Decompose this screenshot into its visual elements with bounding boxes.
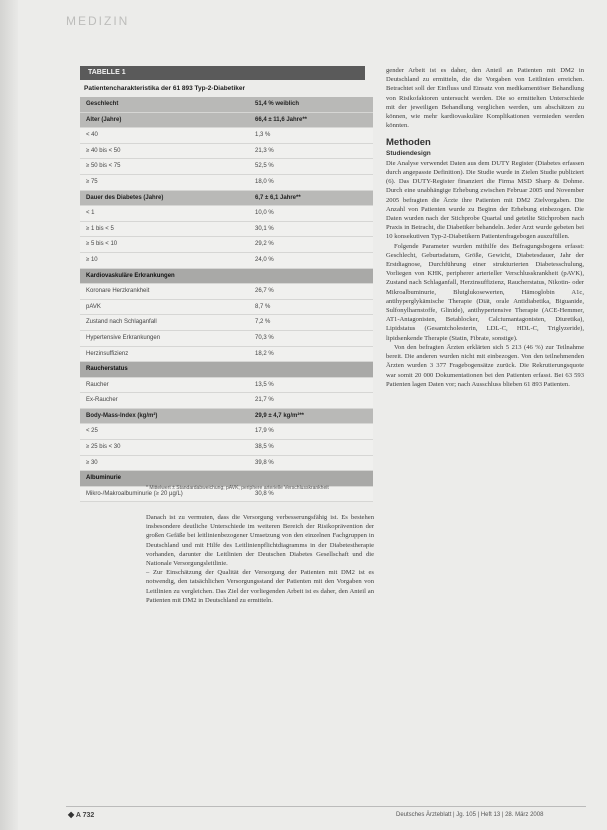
row-value: 29,2 % (255, 241, 274, 248)
paragraph: gender Arbeit ist es daher, den Anteil an Patienten mit DM2 in Deutschland zu ermitteln, die die Vorgaben von Leitlinien erreichen. Betrachtet soll der Einfluss und Einsatz von medikamentöser Behandlung von Risikofaktoren untersucht werden. Die so ermittelten Unterschiede mit der jeweiligen Behandlung verglichen werden, um abschätzen zu können, wie mehr kardiovaskuläre Komplikationen vermieden werden könnten. (386, 67, 584, 130)
row-value: 52,5 % (255, 163, 274, 170)
row-value: 7,2 % (255, 319, 271, 326)
row-value: 18,0 % (255, 178, 274, 185)
table-row (80, 393, 373, 409)
row-value: 17,9 % (255, 428, 274, 435)
row-value: 1,3 % (255, 132, 271, 139)
table-row (80, 456, 373, 472)
table-row (80, 440, 373, 456)
table-row (80, 331, 373, 347)
section-tag: MEDIZIN (66, 14, 130, 28)
row-value: 29,9 ± 4,7 kg/m²** (255, 412, 304, 419)
row-value: 10,0 % (255, 210, 274, 217)
paragraph: Danach ist zu vermuten, dass die Versorgung verbesserungsfähig ist. Es bestehen insbesondere deutliche Unterschiede im weiteren Bereich der Risikoprävention der großen Gefäße bei leitlinienbezogener Umsetzung von den einzelnen Fachgruppen in Deutschland und mit Hilfe des Leitlinienpflichtdiagramms in der Diabetestherapie vorhanden, darunter die Leitlinien der Deutschen Diabetes Gesellschaft und die Nationale Versorgungsleitlinie. (146, 514, 374, 568)
table-row (80, 222, 373, 238)
section-heading: Methoden (386, 137, 431, 149)
row-value: 24,0 % (255, 256, 274, 263)
page-number (68, 810, 94, 819)
row-value: 6,7 ± 6,1 Jahre** (255, 194, 301, 201)
row-label: Kardiovaskuläre Erkrankungen (86, 272, 175, 279)
table-row (80, 315, 373, 331)
row-label: ≥ 5 bis < 10 (86, 241, 118, 248)
row-label: pAVK (86, 303, 101, 310)
right-column (386, 66, 584, 389)
row-label: Body-Mass-Index (kg/m²) (86, 412, 158, 419)
page-number-label: A 732 (75, 812, 95, 819)
row-label: Hypertensive Erkrankungen (86, 334, 161, 341)
paragraph: Die Analyse verwendet Daten aus dem DUTY Register (Diabetes erfassen durch angepasste Definition). Die Studie wurde in Zielen Studie publiziert (6). Das DUTY-Register finanziert die Firma MSD Sharp & Dohme. Durch eine unabhängige Erhebung zwischen Februar 2005 und November 2005 befragten die Ärzte ihre Patienten mit DM2 Zielvorgaben. Die Anzahl von Patienten wurde zu Beginn der Erhebung einbezogen. Die Daten wurden nach der Stichprobe Quartal und geteilte Stichproben nach Praxis in Betracht, die Diabetiker behandeln. Jeder Arzt wurde gebeten bei 10 konsekutiven Typ-2-Diabetikern Patientenfragebogen auszufüllen. (386, 159, 584, 241)
paragraph: Von den befragten Ärzten erklärten sich 5 213 (46 %) zur Teilnahme bereit. Die anderen wurden nicht mit einbezogen. Von den teilnehmenden Ärzten wurden 3 377 Fragebogensätze zurück. Die Rekrutierungsquote war somit 20 000 Dokumentationen bei den Patienten erfasst. Bei 63 593 Patienten lagen Daten vor; nach Ausschluss blieben 61 893 Patienten. (386, 343, 584, 388)
table-row (80, 159, 373, 175)
row-value: 13,5 % (255, 381, 274, 388)
table-row (80, 362, 373, 378)
table-row (80, 269, 373, 285)
row-label: ≥ 1 bis < 5 (86, 225, 114, 232)
paragraph: Folgende Parameter wurden mithilfe des Befragungsbogens erfasst: Geschlecht, Geburtsdatum, Größe, Gewicht, Diabetesdauer, Jahr der Erstdiagnose, Durchführung einer strukturierten Diabetesschulung, Vorliegen von KHK, peripherer arterieller Verschlusskrankheit (pAVK), Zustand nach Schlaganfall, Herzinsuffizienz, Raucherstatus, Nikotin- oder Mikroalbuminurie, Blutglukosewerten, Hämoglobin A1c, antihyperglykämische Therapie (Diät, orale Antidiabetika, Biguanide, Sulfonylharnstoffe, Glinide), antihypertensive Therapie (ACE-Hemmer, AT1-Antagonisten, Betablocker, Calciumantagonisten, Diuretika), Lipidstatus (Gesamtcholesterin, LDL-C, HDL-C, Triglyzeride), lipidsenkende Therapie (Statin, Fibrate, sonstige). (386, 242, 584, 342)
row-label: Mikro-/Makroalbuminurie (≥ 20 µg/L) (86, 490, 183, 497)
table-row (80, 378, 373, 394)
row-label: Ex-Raucher (86, 397, 118, 404)
row-value: 30,1 % (255, 225, 274, 232)
row-label: Herzinsuffizienz (86, 350, 129, 357)
row-value: 51,4 % weiblich (255, 101, 300, 107)
table-rows (80, 97, 373, 502)
row-value: 21,7 % (255, 397, 274, 404)
table-row (80, 424, 373, 440)
table-row (80, 144, 373, 160)
row-label: ≥ 30 (86, 459, 98, 466)
row-label: Koronare Herzkrankheit (86, 288, 150, 295)
row-label: < 40 (86, 132, 98, 139)
row-label: ≥ 25 bis < 30 (86, 444, 121, 451)
row-label: Zustand nach Schlaganfall (86, 319, 157, 326)
table-row (80, 284, 373, 300)
row-value: 21,3 % (255, 147, 274, 154)
section-subheading: Studiendesign (386, 149, 431, 157)
row-value: 30,8 % (255, 490, 274, 497)
row-value: 26,7 % (255, 288, 274, 295)
row-label: Raucherstatus (86, 366, 128, 373)
row-label: Albuminurie (86, 475, 122, 482)
table-row (80, 113, 373, 129)
table-row (80, 253, 373, 269)
table-row (80, 97, 373, 113)
row-label: Alter (Jahre) (86, 116, 122, 123)
row-label: Geschlecht (86, 101, 119, 107)
row-label: ≥ 50 bis < 75 (86, 163, 121, 170)
row-label: ≥ 10 (86, 256, 98, 263)
left-column (146, 513, 374, 605)
table-row (80, 128, 373, 144)
row-value: 18,2 % (255, 350, 274, 357)
row-label: ≥ 75 (86, 178, 98, 185)
table-row (80, 191, 373, 207)
table-row (80, 347, 373, 363)
table-title: Patientencharakteristika der 61 893 Typ-2-Diabetiker (84, 85, 246, 92)
table-row (80, 300, 373, 316)
table-row (80, 206, 373, 222)
row-label: < 1 (86, 210, 95, 217)
row-label: Raucher (86, 381, 109, 388)
row-value: 66,4 ± 11,6 Jahre** (255, 116, 307, 123)
row-value: 38,5 % (255, 444, 274, 451)
row-label: < 25 (86, 428, 98, 435)
row-value: 39,8 % (255, 459, 274, 466)
table-row (80, 409, 373, 425)
row-value: 8,7 % (255, 303, 271, 310)
paragraph: – Zur Einschätzung der Qualität der Versorgung der Patienten mit DM2 ist es notwendig, den tatsächlichen Versorgungsstand der Patienten mit den Vorgaben von Leitlinien zu vergleichen. Das Ziel der vorliegenden Arbeit ist es daher, den Anteil an Patienten mit DM2 in Deutschland zu ermitteln. (146, 569, 374, 604)
footer-rule (66, 806, 586, 807)
row-label: Dauer des Diabetes (Jahre) (86, 194, 164, 201)
table-row (80, 175, 373, 191)
table-row (80, 237, 373, 253)
table-footnote: * Mittelwert ± Standardabweichung; pAVK, periphere arterielle Verschlusskrankheit (146, 485, 329, 491)
journal-citation: Deutsches Ärzteblatt | Jg. 105 | Heft 13 | 28. März 2008 (396, 812, 544, 818)
scan-edge (0, 0, 18, 830)
table-tag: TABELLE 1 (80, 66, 365, 80)
row-label: ≥ 40 bis < 50 (86, 147, 121, 154)
page-arrow-icon: ◆ (68, 810, 75, 819)
row-value: 70,3 % (255, 334, 274, 341)
